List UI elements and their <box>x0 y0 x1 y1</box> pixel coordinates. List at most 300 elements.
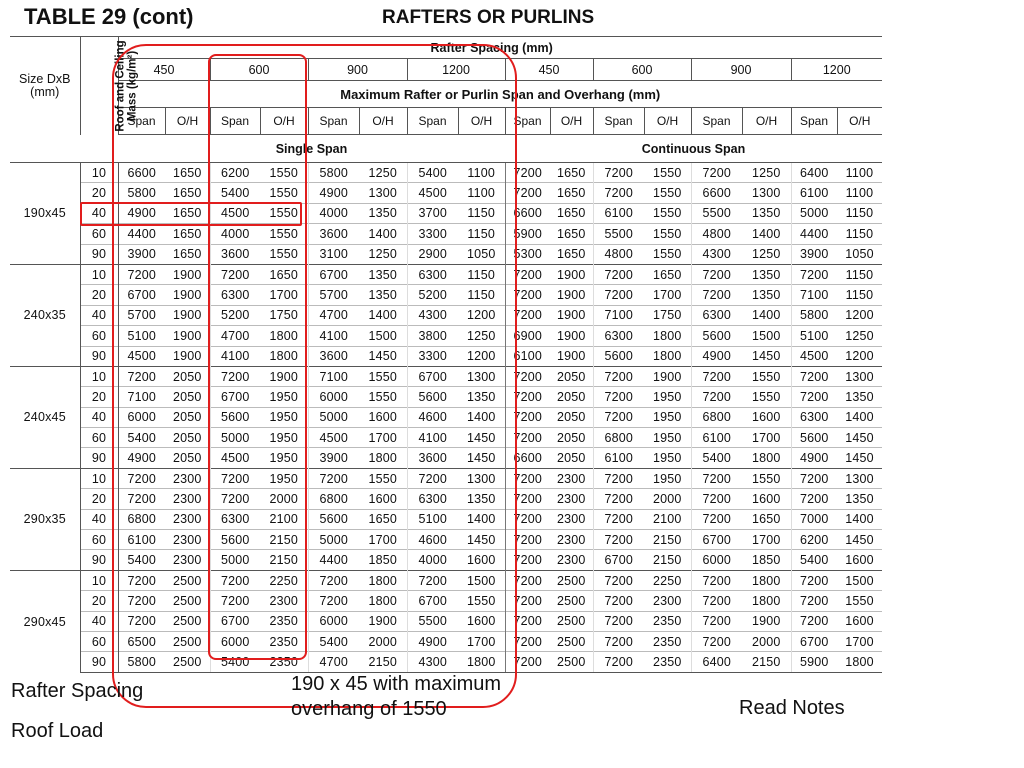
single-span-label: Single Span <box>118 135 505 163</box>
table-row <box>10 591 882 611</box>
span-value-cell: 6300 <box>407 489 458 509</box>
span-value-cell: 4900 <box>118 203 165 223</box>
span-value-cell: 6600 <box>505 448 550 468</box>
span-value-cell: 5700 <box>308 285 359 305</box>
overhang-value-cell: 2300 <box>550 509 593 529</box>
span-value-cell: 7200 <box>593 366 644 386</box>
overhang-value-cell: 1800 <box>742 591 791 611</box>
span-value-cell: 6100 <box>505 346 550 366</box>
overhang-value-cell: 1400 <box>359 305 407 325</box>
span-value-cell: 7200 <box>505 305 550 325</box>
span-value-cell: 7200 <box>691 264 742 284</box>
overhang-value-cell: 1550 <box>644 224 691 244</box>
span-value-cell: 7200 <box>791 489 837 509</box>
span-value-cell: 3900 <box>791 244 837 264</box>
span-value-cell: 7200 <box>593 509 644 529</box>
span-value-cell: 4800 <box>691 224 742 244</box>
overhang-value-cell: 1900 <box>550 326 593 346</box>
overhang-value-cell: 2500 <box>165 611 210 631</box>
overhang-value-cell: 1650 <box>742 509 791 529</box>
overhang-value-cell: 2150 <box>644 530 691 550</box>
span-value-cell: 7200 <box>505 264 550 284</box>
overhang-value-cell: 1400 <box>359 224 407 244</box>
span-value-cell: 6900 <box>505 326 550 346</box>
span-value-cell: 5800 <box>791 305 837 325</box>
span-value-cell: 7200 <box>505 183 550 203</box>
size-cell: 190x45 <box>10 163 80 265</box>
overhang-value-cell: 1350 <box>359 264 407 284</box>
size-cell: 290x35 <box>10 468 80 570</box>
span-value-cell: 5400 <box>308 631 359 651</box>
mass-cell: 20 <box>80 387 118 407</box>
overhang-value-cell: 1050 <box>837 244 882 264</box>
span-value-cell: 5400 <box>791 550 837 570</box>
span-subheader: Span <box>791 108 837 135</box>
span-value-cell: 5600 <box>691 326 742 346</box>
overhang-value-cell: 1950 <box>260 448 308 468</box>
overhang-value-cell: 1450 <box>742 346 791 366</box>
span-value-cell: 5300 <box>505 244 550 264</box>
overhang-value-cell: 1650 <box>165 244 210 264</box>
span-value-cell: 7200 <box>593 163 644 183</box>
single-spacing-1200: 1200 <box>407 59 505 81</box>
table-row <box>10 407 882 427</box>
overhang-value-cell: 1850 <box>742 550 791 570</box>
overhang-value-cell: 1950 <box>260 407 308 427</box>
overhang-value-cell: 1500 <box>359 326 407 346</box>
overhang-value-cell: 1700 <box>742 530 791 550</box>
overhang-value-cell: 1350 <box>458 387 505 407</box>
overhang-value-cell: 1550 <box>260 183 308 203</box>
overhang-value-cell: 1700 <box>260 285 308 305</box>
span-subheader: Span <box>407 108 458 135</box>
size-cell: 240x35 <box>10 264 80 366</box>
overhang-value-cell: 1450 <box>359 346 407 366</box>
span-value-cell: 7200 <box>308 591 359 611</box>
span-value-cell: 7200 <box>505 530 550 550</box>
span-value-cell: 7200 <box>593 407 644 427</box>
overhang-value-cell: 2300 <box>550 530 593 550</box>
overhang-value-cell: 2250 <box>260 570 308 590</box>
mass-column-header <box>80 37 139 135</box>
mass-cell: 10 <box>80 264 118 284</box>
span-value-cell: 6700 <box>593 550 644 570</box>
overhang-value-cell: 2500 <box>165 652 210 672</box>
span-value-cell: 5400 <box>210 652 260 672</box>
overhang-value-cell: 1550 <box>458 591 505 611</box>
span-value-cell: 4700 <box>308 652 359 672</box>
overhang-value-cell: 2300 <box>644 591 691 611</box>
overhang-value-cell: 1150 <box>458 264 505 284</box>
overhang-value-cell: 2500 <box>165 570 210 590</box>
span-value-cell: 7100 <box>118 387 165 407</box>
overhang-value-cell: 1350 <box>742 264 791 284</box>
overhang-value-cell: 1450 <box>458 448 505 468</box>
overhang-value-cell: 1200 <box>837 346 882 366</box>
overhang-subheader: O/H <box>165 108 210 135</box>
span-value-cell: 3700 <box>407 203 458 223</box>
overhang-value-cell: 2050 <box>550 448 593 468</box>
span-value-cell: 6800 <box>308 489 359 509</box>
overhang-value-cell: 1050 <box>458 244 505 264</box>
span-value-cell: 2900 <box>407 244 458 264</box>
span-value-cell: 7200 <box>210 570 260 590</box>
overhang-value-cell: 1150 <box>458 285 505 305</box>
size-cell: 240x45 <box>10 366 80 468</box>
single-spacing-900: 900 <box>308 59 407 81</box>
rafter-span-table <box>10 36 882 673</box>
span-value-cell: 6700 <box>407 366 458 386</box>
span-value-cell: 7200 <box>407 570 458 590</box>
overhang-value-cell: 1650 <box>550 224 593 244</box>
overhang-value-cell: 2300 <box>165 468 210 488</box>
span-value-cell: 7200 <box>593 570 644 590</box>
overhang-value-cell: 2500 <box>550 591 593 611</box>
span-value-cell: 4000 <box>308 203 359 223</box>
span-value-cell: 6100 <box>593 203 644 223</box>
table-row <box>10 468 882 488</box>
overhang-value-cell: 2000 <box>359 631 407 651</box>
span-value-cell: 7200 <box>505 550 550 570</box>
span-value-cell: 5800 <box>118 183 165 203</box>
span-value-cell: 7200 <box>791 468 837 488</box>
span-value-cell: 6600 <box>691 183 742 203</box>
span-value-cell: 4100 <box>210 346 260 366</box>
table-row <box>10 346 882 366</box>
overhang-value-cell: 2300 <box>165 509 210 529</box>
overhang-value-cell: 1300 <box>458 366 505 386</box>
span-value-cell: 7200 <box>593 591 644 611</box>
overhang-value-cell: 1800 <box>359 591 407 611</box>
span-value-cell: 7200 <box>691 611 742 631</box>
overhang-value-cell: 1350 <box>359 285 407 305</box>
overhang-subheader: O/H <box>742 108 791 135</box>
overhang-value-cell: 1650 <box>550 163 593 183</box>
overhang-value-cell: 1400 <box>837 509 882 529</box>
overhang-value-cell: 2050 <box>165 448 210 468</box>
overhang-value-cell: 1100 <box>837 163 882 183</box>
overhang-value-cell: 1300 <box>359 183 407 203</box>
span-value-cell: 4500 <box>791 346 837 366</box>
span-value-cell: 4400 <box>791 224 837 244</box>
mass-cell: 40 <box>80 611 118 631</box>
span-value-cell: 7200 <box>791 366 837 386</box>
mass-cell: 10 <box>80 468 118 488</box>
span-value-cell: 6700 <box>210 611 260 631</box>
overhang-value-cell: 2150 <box>644 550 691 570</box>
table-row <box>10 326 882 346</box>
overhang-value-cell: 1900 <box>165 285 210 305</box>
overhang-value-cell: 1650 <box>165 163 210 183</box>
span-value-cell: 6700 <box>791 631 837 651</box>
table-row <box>10 285 882 305</box>
span-value-cell: 7200 <box>593 631 644 651</box>
span-value-cell: 6100 <box>691 428 742 448</box>
overhang-value-cell: 1700 <box>644 285 691 305</box>
span-value-cell: 3600 <box>308 346 359 366</box>
overhang-value-cell: 1900 <box>165 305 210 325</box>
table-row <box>10 611 882 631</box>
span-value-cell: 7200 <box>593 183 644 203</box>
mass-cell: 40 <box>80 203 118 223</box>
overhang-value-cell: 1650 <box>550 244 593 264</box>
span-value-cell: 5000 <box>308 530 359 550</box>
span-value-cell: 7200 <box>691 631 742 651</box>
overhang-value-cell: 1150 <box>837 264 882 284</box>
span-value-cell: 7200 <box>593 611 644 631</box>
span-value-cell: 7200 <box>118 468 165 488</box>
mass-cell: 20 <box>80 591 118 611</box>
callout-line-1: 190 x 45 with maximum <box>291 673 502 695</box>
overhang-value-cell: 1650 <box>165 183 210 203</box>
mass-header-text <box>114 40 138 131</box>
span-subheader: Span <box>593 108 644 135</box>
span-subheader: Span <box>210 108 260 135</box>
overhang-value-cell: 2500 <box>550 631 593 651</box>
span-value-cell: 4600 <box>407 407 458 427</box>
overhang-value-cell: 1450 <box>837 530 882 550</box>
span-value-cell: 5400 <box>118 428 165 448</box>
overhang-value-cell: 1550 <box>359 387 407 407</box>
overhang-value-cell: 1350 <box>359 203 407 223</box>
overhang-value-cell: 1550 <box>260 224 308 244</box>
callout-line-2: overhang of 1550 <box>291 698 447 720</box>
overhang-value-cell: 1900 <box>165 326 210 346</box>
mass-cell: 40 <box>80 305 118 325</box>
overhang-value-cell: 1150 <box>837 285 882 305</box>
span-value-cell: 6000 <box>308 611 359 631</box>
span-value-cell: 6300 <box>210 285 260 305</box>
overhang-value-cell: 2350 <box>644 611 691 631</box>
overhang-value-cell: 1900 <box>550 264 593 284</box>
overhang-subheader: O/H <box>260 108 308 135</box>
overhang-value-cell: 1300 <box>742 183 791 203</box>
table-row <box>10 530 882 550</box>
overhang-value-cell: 1950 <box>644 468 691 488</box>
span-value-cell: 6100 <box>118 530 165 550</box>
span-value-cell: 5600 <box>210 407 260 427</box>
overhang-value-cell: 2000 <box>260 489 308 509</box>
overhang-subheader: O/H <box>644 108 691 135</box>
overhang-value-cell: 1650 <box>165 224 210 244</box>
overhang-value-cell: 1600 <box>458 550 505 570</box>
overhang-value-cell: 1550 <box>644 244 691 264</box>
span-value-cell: 6700 <box>210 387 260 407</box>
span-value-cell: 5500 <box>407 611 458 631</box>
overhang-value-cell: 1350 <box>837 489 882 509</box>
overhang-value-cell: 1550 <box>742 366 791 386</box>
overhang-value-cell: 1500 <box>458 570 505 590</box>
overhang-value-cell: 1650 <box>550 203 593 223</box>
single-spacing-450: 450 <box>118 59 210 81</box>
overhang-value-cell: 1200 <box>458 305 505 325</box>
span-value-cell: 4300 <box>407 305 458 325</box>
span-value-cell: 6000 <box>210 631 260 651</box>
overhang-value-cell: 1450 <box>837 428 882 448</box>
table-row <box>10 489 882 509</box>
mass-cell: 60 <box>80 224 118 244</box>
overhang-value-cell: 1550 <box>644 183 691 203</box>
overhang-value-cell: 1100 <box>837 183 882 203</box>
table-number: TABLE 29 (cont) <box>24 4 194 29</box>
overhang-value-cell: 2350 <box>260 611 308 631</box>
overhang-value-cell: 2000 <box>644 489 691 509</box>
mass-cell: 90 <box>80 550 118 570</box>
max-span-caption: Maximum Rafter or Purlin Span and Overhang (mm) <box>118 81 882 108</box>
table-row <box>10 163 882 183</box>
overhang-value-cell: 2300 <box>550 550 593 570</box>
size-spacer <box>10 135 80 163</box>
overhang-value-cell: 1400 <box>837 407 882 427</box>
span-value-cell: 5000 <box>791 203 837 223</box>
overhang-value-cell: 1750 <box>260 305 308 325</box>
overhang-value-cell: 1400 <box>458 509 505 529</box>
span-value-cell: 3300 <box>407 224 458 244</box>
table-row <box>10 550 882 570</box>
overhang-value-cell: 1600 <box>742 407 791 427</box>
overhang-value-cell: 2150 <box>359 652 407 672</box>
overhang-value-cell: 1400 <box>458 407 505 427</box>
overhang-value-cell: 1900 <box>165 264 210 284</box>
span-value-cell: 5400 <box>118 550 165 570</box>
span-value-cell: 4700 <box>308 305 359 325</box>
span-value-cell: 7200 <box>210 264 260 284</box>
overhang-value-cell: 1250 <box>837 326 882 346</box>
overhang-value-cell: 1400 <box>742 305 791 325</box>
overhang-value-cell: 1350 <box>837 387 882 407</box>
overhang-value-cell: 2500 <box>550 652 593 672</box>
span-value-cell: 5700 <box>118 305 165 325</box>
overhang-value-cell: 1150 <box>837 203 882 223</box>
span-value-cell: 7200 <box>593 264 644 284</box>
span-value-cell: 7200 <box>505 489 550 509</box>
span-value-cell: 7000 <box>791 509 837 529</box>
overhang-subheader: O/H <box>458 108 505 135</box>
table-title: RAFTERS OR PURLINS <box>382 7 595 28</box>
overhang-value-cell: 2050 <box>550 387 593 407</box>
roof-load-note: Roof Load <box>11 720 104 742</box>
overhang-value-cell: 2050 <box>550 366 593 386</box>
span-value-cell: 4000 <box>407 550 458 570</box>
overhang-value-cell: 1550 <box>644 203 691 223</box>
span-value-cell: 6300 <box>691 305 742 325</box>
mass-header-line-1: Roof and Ceiling <box>114 40 127 132</box>
overhang-value-cell: 1800 <box>837 652 882 672</box>
span-value-cell: 4900 <box>791 448 837 468</box>
overhang-value-cell: 2500 <box>550 570 593 590</box>
read-notes-label: Read Notes <box>739 697 845 719</box>
overhang-value-cell: 1900 <box>165 346 210 366</box>
overhang-value-cell: 2100 <box>260 509 308 529</box>
mass-cell: 60 <box>80 631 118 651</box>
size-header-line-1: Size DxB <box>19 71 71 86</box>
overhang-value-cell: 2150 <box>260 550 308 570</box>
table-row <box>10 428 882 448</box>
span-value-cell: 4500 <box>210 448 260 468</box>
size-cell: 290x45 <box>10 570 80 672</box>
span-value-cell: 6000 <box>118 407 165 427</box>
span-value-cell: 7200 <box>791 570 837 590</box>
single-spacing-600: 600 <box>210 59 308 81</box>
overhang-value-cell: 1750 <box>644 305 691 325</box>
overhang-value-cell: 1250 <box>742 163 791 183</box>
span-value-cell: 7200 <box>210 366 260 386</box>
span-value-cell: 7200 <box>505 285 550 305</box>
span-value-cell: 6500 <box>118 631 165 651</box>
mass-cell: 40 <box>80 407 118 427</box>
overhang-value-cell: 1550 <box>260 163 308 183</box>
overhang-value-cell: 2300 <box>165 530 210 550</box>
span-value-cell: 6000 <box>691 550 742 570</box>
table-row <box>10 203 882 223</box>
span-value-cell: 4400 <box>308 550 359 570</box>
rafter-spacing-caption: Rafter Spacing (mm) <box>118 37 882 59</box>
span-value-cell: 7200 <box>210 489 260 509</box>
span-subheader: Span <box>118 108 165 135</box>
size-column-header <box>10 37 80 135</box>
overhang-value-cell: 1700 <box>742 428 791 448</box>
span-value-cell: 6100 <box>791 183 837 203</box>
overhang-value-cell: 1800 <box>458 652 505 672</box>
span-value-cell: 6300 <box>593 326 644 346</box>
overhang-value-cell: 1300 <box>837 366 882 386</box>
span-value-cell: 7200 <box>505 366 550 386</box>
overhang-value-cell: 1700 <box>359 428 407 448</box>
span-value-cell: 7200 <box>308 570 359 590</box>
continuous-span-label: Continuous Span <box>505 135 882 163</box>
table-row <box>10 387 882 407</box>
overhang-value-cell: 1550 <box>359 366 407 386</box>
span-value-cell: 7200 <box>118 570 165 590</box>
span-value-cell: 5600 <box>308 509 359 529</box>
table-row <box>10 305 882 325</box>
overhang-value-cell: 2350 <box>644 652 691 672</box>
span-value-cell: 7200 <box>505 570 550 590</box>
overhang-value-cell: 2500 <box>550 611 593 631</box>
overhang-value-cell: 1200 <box>837 305 882 325</box>
mass-cell: 10 <box>80 366 118 386</box>
span-value-cell: 6400 <box>791 163 837 183</box>
overhang-value-cell: 1600 <box>359 407 407 427</box>
overhang-value-cell: 1650 <box>359 509 407 529</box>
span-value-cell: 5900 <box>791 652 837 672</box>
span-subheader: Span <box>691 108 742 135</box>
overhang-value-cell: 1350 <box>742 203 791 223</box>
span-value-cell: 4900 <box>118 448 165 468</box>
span-value-cell: 5000 <box>308 407 359 427</box>
span-value-cell: 5000 <box>210 428 260 448</box>
overhang-value-cell: 1300 <box>458 468 505 488</box>
overhang-value-cell: 2350 <box>644 631 691 651</box>
overhang-value-cell: 2250 <box>644 570 691 590</box>
span-value-cell: 5600 <box>407 387 458 407</box>
span-value-cell: 3900 <box>308 448 359 468</box>
mass-cell: 90 <box>80 244 118 264</box>
mass-cell: 90 <box>80 652 118 672</box>
span-value-cell: 5400 <box>691 448 742 468</box>
span-value-cell: 6800 <box>691 407 742 427</box>
span-value-cell: 6700 <box>691 530 742 550</box>
span-value-cell: 6700 <box>118 285 165 305</box>
overhang-value-cell: 1400 <box>742 224 791 244</box>
span-value-cell: 7200 <box>210 468 260 488</box>
span-value-cell: 6600 <box>505 203 550 223</box>
overhang-value-cell: 1600 <box>458 611 505 631</box>
span-value-cell: 4300 <box>407 652 458 672</box>
overhang-value-cell: 1200 <box>458 346 505 366</box>
table-row <box>10 570 882 590</box>
overhang-value-cell: 1950 <box>644 428 691 448</box>
